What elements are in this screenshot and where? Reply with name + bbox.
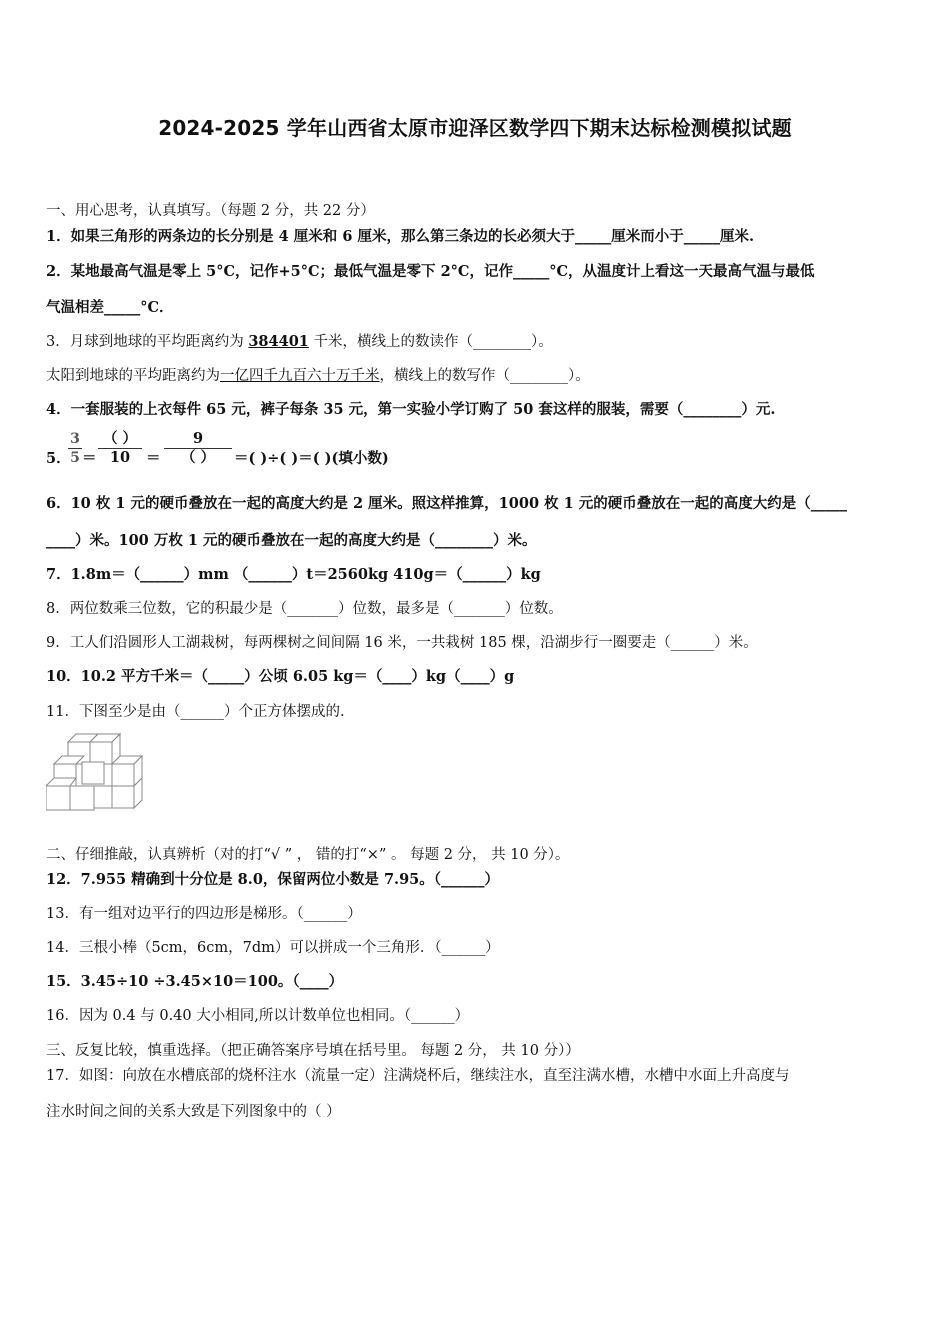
question-3b-words: 一亿四千九百六十万千米: [220, 368, 380, 384]
fraction-3-5-denominator: 5: [70, 450, 80, 466]
question-5-tail: ＝( )÷( )＝( )(填小数): [234, 450, 389, 467]
fraction-blank-numerator: （ ）: [98, 430, 142, 449]
section-1-heading: 一、用心思考，认真填写。（每题 2 分，共 22 分）: [46, 203, 375, 219]
question-2-line-1: 2．某地最高气温是零上 5°C，记作+5°C；最低气温是零下 2°C，记作_____°C，从温度计上看这一天最高气温与最低: [46, 263, 815, 280]
question-4: 4．一套服装的上衣每件 65 元，裤子每条 35 元，第一实验小学订购了 50 套这样的服装，需要（________）元.: [46, 401, 776, 418]
question-2-line-2: 气温相差_____°C．: [46, 299, 174, 316]
question-13: 13．有一组对边平行的四边形是梯形。（______）: [46, 906, 362, 922]
equals-sign-1: ＝: [82, 450, 97, 467]
fraction-blank-10: [98, 430, 142, 467]
question-6-line-1: 6．10 枚 1 元的硬币叠放在一起的高度大约是 2 厘米。照这样推算，1000 枚 1 元的硬币叠放在一起的高度大约是（_____: [46, 495, 848, 512]
page-title: 2024-2025 学年山西省太原市迎泽区数学四下期末达标检测模拟试题: [158, 116, 792, 140]
fraction-9-blank: [164, 430, 232, 467]
question-11: 11．下图至少是由（______）个正方体摆成的.: [46, 704, 345, 720]
question-14: 14．三根小棒（5cm，6cm，7dm）可以拼成一个三角形．（______）: [46, 940, 500, 956]
section-2-heading: 二、仔细推敲，认真辨析（对的打“√ ” ， 错的打“×” 。 每题 2 分， 共 10 分）。: [46, 847, 570, 863]
question-7: 7．1.8m＝（______）mm （______）t＝2560kg 410g＝（______）kg: [46, 566, 541, 583]
fraction-10-denominator: 10: [109, 449, 131, 466]
question-3b-suffix: ，横线上的数写作（________）。: [379, 368, 590, 384]
question-8: 8．两位数乘三位数，它的积最少是（_______）位数，最多是（_______）位数。: [46, 601, 563, 617]
equals-sign-2: ＝: [146, 450, 161, 467]
fraction-blank-denominator: （ ）: [180, 449, 216, 466]
section-3-heading: 三、反复比较，慎重选择。（把正确答案序号填在括号里。 每题 2 分， 共 10 分））: [46, 1043, 580, 1059]
question-3: [46, 332, 910, 352]
question-9: 9．工人们沿圆形人工湖栽树，每两棵树之间间隔 16 米，一共栽树 185 棵，沿湖步行一圈要走（______）米。: [46, 635, 758, 651]
question-3-number: 384401: [248, 333, 309, 350]
cube-stack-figure: [46, 732, 146, 824]
question-3b-prefix: 太阳到地球的平均距离约为: [46, 368, 220, 384]
question-15: 15．3.45÷10 ÷3.45×10＝100。（____）: [46, 973, 344, 990]
question-1: 1．如果三角形的两条边的长分别是 4 厘米和 6 厘米，那么第三条边的长必须大于_____厘米而小于_____厘米.: [46, 228, 755, 245]
question-10: 10．10.2 平方千米＝（_____）公顷 6.05 kg＝（____）kg（____）g: [46, 668, 515, 685]
fraction-3-5: [68, 430, 82, 467]
question-16: 16．因为 0.4 与 0.40 大小相同,所以计数单位也相同。（______）: [46, 1008, 470, 1024]
question-5: [46, 430, 606, 474]
question-3-suffix: 千米，横线上的数读作（________）。: [308, 334, 553, 350]
question-6-line-2: ____）米。100 万枚 1 元的硬币叠放在一起的高度大约是（________）米。: [46, 532, 537, 549]
question-5-label: 5．: [46, 450, 71, 467]
question-3b: [46, 366, 910, 386]
question-17-line-2: 注水时间之间的关系大致是下列图象中的（ ）: [46, 1104, 341, 1120]
fraction-9-numerator: 9: [164, 430, 232, 449]
question-12: 12．7.955 精确到十分位是 8.0，保留两位小数是 7.95。（______）: [46, 871, 500, 888]
fraction-3-5-numerator: 3: [68, 430, 82, 449]
question-17-line-1: 17．如图：向放在水槽底部的烧杯注水（流量一定）注满烧杯后，继续注水，直至注满水槽，水槽中水面上升高度与: [46, 1068, 790, 1084]
question-3-prefix: 3．月球到地球的平均距离约为: [46, 334, 249, 350]
